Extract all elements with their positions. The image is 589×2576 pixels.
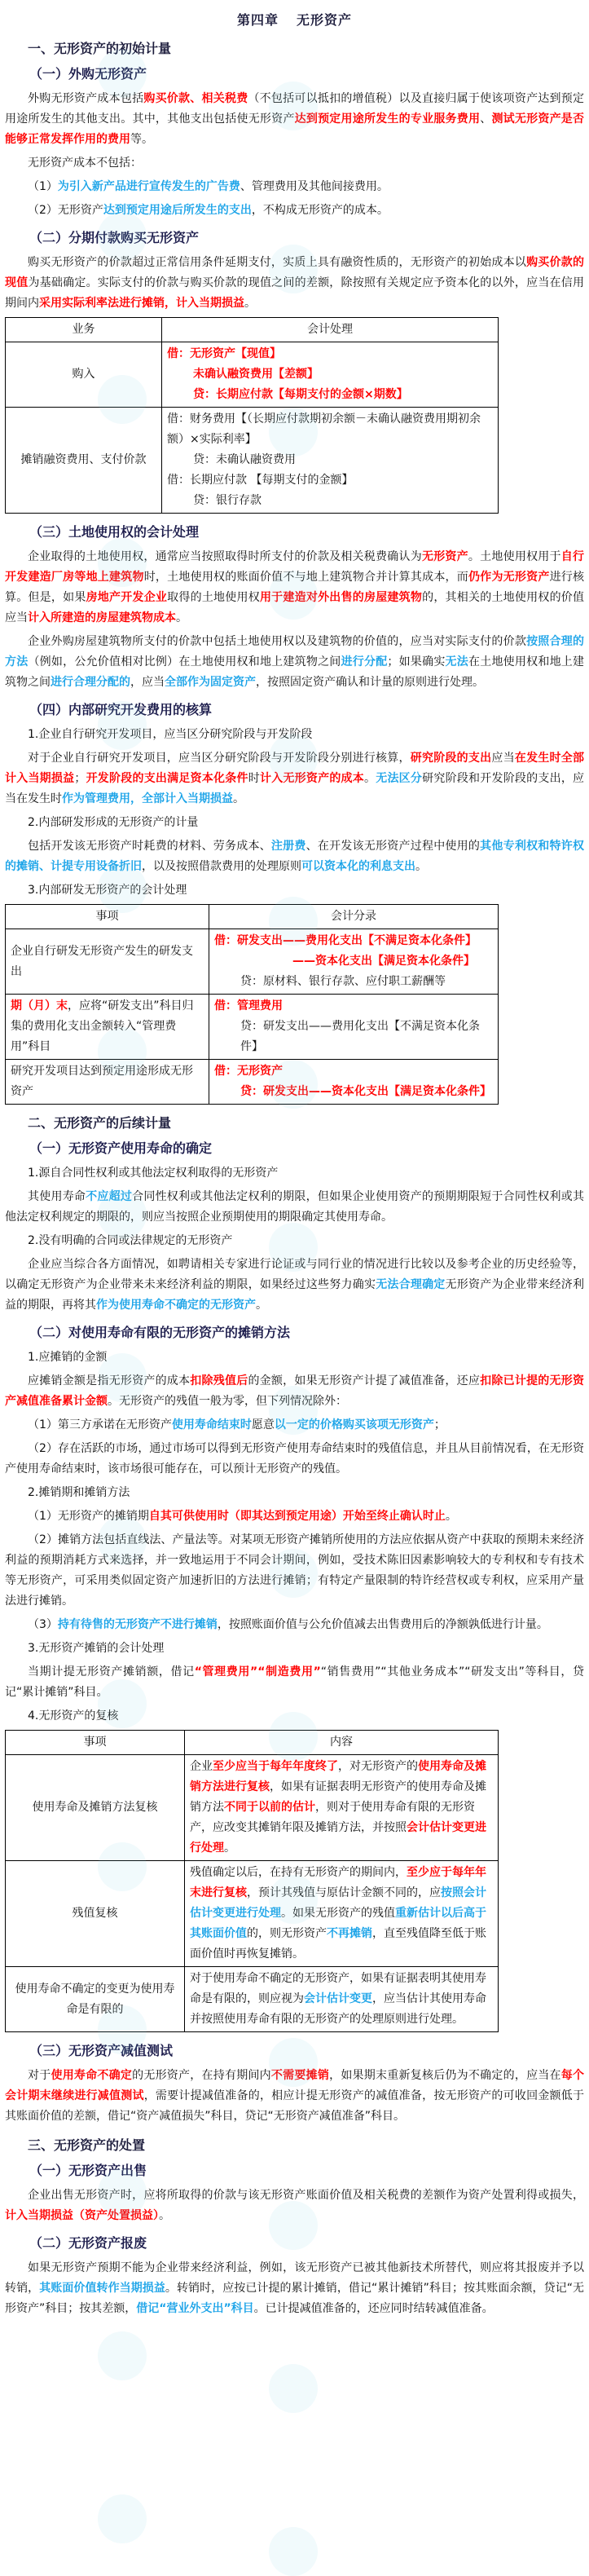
watermark-logo-icon: [269, 2364, 318, 2413]
text-run: （2）存在活跃的市场，通过市场可以得到无形资产使用寿命结束时的残值信息，并且从目前情况看，在无形资产使用寿命结束时，该市场很可能存在，可以预计无形资产的残值。: [5, 1442, 584, 1475]
text-run: 贷：原材料、银行存款、应付职工薪酬等: [240, 975, 446, 988]
highlight-red: 计入所建造的房屋建筑物成本: [28, 611, 176, 624]
text-run: 购买无形资产的价款超过正常信用条件延期支付，实质上具有融资性质的，无形资产的初始成本以: [28, 256, 527, 269]
text-run: 的无形资产，在持有期间内: [132, 2069, 271, 2082]
highlight-red: 借：无形资产: [214, 1065, 283, 1078]
highlight-red: 贷：研发支出——资本化支出【满足资本化条件】: [240, 1085, 491, 1098]
paragraph: [5, 1371, 584, 1412]
text-run: 研究开发项目达到预定用途形成无形资产: [11, 1065, 193, 1098]
journal-line: [190, 1969, 493, 2030]
text-run: 贷：银行存款: [193, 494, 262, 507]
row-label: [6, 929, 209, 995]
highlight-red: 测试无形资产是否能够正常发挥作用的费用: [5, 112, 585, 146]
table-row: [6, 1861, 499, 1967]
watermark-logo-icon: [98, 2331, 147, 2380]
highlight-red: 计入无形资产的成本: [259, 772, 364, 785]
journal-line: [190, 1757, 493, 1859]
highlight-red: 在发生时全部计入当期损益: [5, 752, 585, 785]
text-run: 2.摊销期和摊销方法: [28, 1486, 130, 1499]
journal-line: [167, 364, 493, 385]
text-run: 合同性权利或其他法定权利的期限，但如果企业使用资产的预期期限短于合同性权利或其他法定权利规定的期限的，则应当按照企业预期使用的期限确定其使用寿命。: [5, 1190, 585, 1224]
text-run: 当期计提无形资产摊销额，借记: [28, 1665, 195, 1678]
text-run: 3.内部研发无形资产的会计处理: [28, 884, 187, 897]
section-heading: 二、无形资产的后续计量: [28, 1115, 172, 1131]
paragraph: [5, 153, 584, 174]
section-heading: 一、无形资产的初始计量: [28, 41, 172, 56]
journal-line: [167, 409, 493, 450]
paragraph: [5, 1255, 584, 1316]
paragraph: [5, 1163, 584, 1184]
highlight-red: 扣除残值后: [190, 1374, 248, 1387]
journal-line: [167, 450, 493, 470]
column-header: 业务: [6, 318, 162, 342]
text-run: ，应当估计其使用寿命并按照使用寿命有限的无形资产的处理原则进行处理。: [190, 1992, 486, 2026]
text-run: ；: [74, 772, 86, 785]
row-label: [6, 1861, 185, 1967]
column-header: 会计处理: [162, 318, 499, 342]
table-header-row: [6, 1731, 499, 1755]
text-run: （2）无形资产: [28, 204, 103, 217]
text-run: 。土地使用权用于: [468, 550, 561, 563]
text-run: ，应当: [130, 676, 165, 689]
text-run: （2）摊销方法包括直线法、产量法等。对某项无形资产摊销所使用的方法应依据从资产中获取的预期未来经济利益的预期消耗方式来选择，并一致地运用于不同会计期间，例如，受技术陈旧因素影响较大的专利权和专有技术等无形资产，可采用类似固定资产加速折旧的方法进行摊销；有特定产量限制的特许经营权或专利权，应采用产量法进行摊销。: [5, 1533, 584, 1608]
text-run: 为基础确定。实际支付的价款与购买价款的现值之间的差额，除按照有关规定应予资本化的以外，应当在信用期间内: [5, 276, 585, 310]
row-content: [162, 342, 499, 408]
text-run: 外购无形资产成本包括: [28, 92, 144, 105]
watermark-logo-icon: [98, 2494, 147, 2543]
highlight-blue: 达到预定用途后所发生的支出: [103, 204, 252, 217]
highlight-blue: 持有待售的无形资产不进行摊销: [57, 1618, 218, 1631]
column-header: 会计分录: [209, 905, 499, 929]
text-run: 购入: [72, 368, 95, 381]
text-run: 应当: [491, 752, 515, 765]
highlight-blue: 作为使用寿命不确定的无形资产: [96, 1299, 256, 1312]
journal-line: [167, 385, 493, 405]
text-run: 企业: [190, 1760, 213, 1773]
paragraph: [5, 253, 584, 314]
paragraph: [5, 1506, 584, 1527]
highlight-blue: 借记“营业外支出”科目: [136, 2302, 254, 2315]
column-header: 事项: [6, 1731, 185, 1755]
column-header: 内容: [185, 1731, 499, 1755]
highlight-red: 至少应于每年年末进行复核: [190, 1866, 486, 1899]
highlight-red: 贷：长期应付款【每期支付的金额×期数】: [193, 388, 408, 401]
row-label: [6, 1967, 185, 2032]
journal-line: [214, 1061, 493, 1082]
highlight-red: 借：管理费用: [214, 999, 283, 1012]
highlight-blue: 使用寿命结束时: [171, 1418, 252, 1431]
paragraph: [5, 1706, 584, 1727]
text-run: 1.企业自行研究开发项目，应当区分研究阶段与开发阶段: [28, 728, 313, 741]
paragraph: [5, 1231, 584, 1251]
text-run: 贷：未确认融资费用: [193, 453, 296, 466]
paragraph: [5, 813, 584, 833]
highlight-blue: 进行合理分配的: [51, 676, 130, 689]
highlight-red: 期（月）末: [11, 999, 68, 1012]
text-run: 。: [415, 860, 427, 873]
text-run: ，则对于使用寿命有限的无形资产，应改变其摊销年限及摊销方法，并按照: [190, 1801, 475, 1834]
subsection-heading: （三）无形资产减值测试: [29, 2043, 174, 2058]
text-run: 1.应摊销的金额: [28, 1351, 108, 1364]
text-run: 使用寿命不确定的变更为使用寿命是有限的: [15, 1982, 175, 2016]
text-run: 对于: [28, 2069, 51, 2082]
highlight-blue: 进行分配: [341, 655, 388, 668]
paragraph: [5, 725, 584, 745]
chapter-number: 第四章: [236, 12, 279, 28]
highlight-red: 用于建造对外出售的房屋建筑物: [259, 591, 423, 604]
text-run: 时: [248, 772, 260, 785]
text-run: 使用寿命及摊销方法复核: [32, 1801, 158, 1814]
table-review: [5, 1730, 499, 2032]
journal-line: [214, 972, 493, 992]
table-installment: [5, 317, 499, 514]
highlight-red: 每个会计期末继续进行减值测试: [5, 2069, 585, 2102]
column-header: 事项: [6, 905, 209, 929]
subsection-heading: （二）无形资产报废: [29, 2235, 147, 2251]
table-rnd: [5, 904, 499, 1105]
chapter-title: [5, 10, 584, 29]
subsection-heading: （三）土地使用权的会计处理: [29, 524, 200, 540]
text-run: （3）: [28, 1618, 58, 1631]
text-run: 2.没有明确的合同或法律规定的无形资产: [28, 1234, 233, 1247]
text-run: 摊销融资费用、支付价款: [20, 453, 147, 466]
text-run: 贷：研发支出——费用化支出【不满足资本化条件】: [240, 1020, 480, 1053]
text-run: 其使用寿命: [28, 1190, 86, 1203]
text-run: 。: [244, 297, 256, 310]
highlight-red: 购买价款、相关税费: [143, 92, 248, 105]
highlight-blue: 会计估计变更: [304, 1992, 372, 2005]
text-run: ，预计其残值与原估计金额不同的，应: [247, 1886, 441, 1899]
text-run: ，需要计提减值准备的，相应计提无形资产的减值准备，按无形资产的可收回金额低于其账面价值的差额，借记“资产减值损失”科目，贷记“无形资产减值准备”科目。: [5, 2089, 585, 2123]
text-run: 、管理费用及其他间接费用。: [240, 180, 389, 193]
text-run: 。: [233, 792, 244, 805]
text-run: ，直至残值降至低于账面价值时再恢复摊销。: [190, 1927, 486, 1961]
paragraph: [5, 1348, 584, 1368]
text-run: 企业自行研发无形资产发生的研发支出: [11, 944, 193, 978]
row-content: [185, 1755, 499, 1861]
paragraph: [5, 1615, 584, 1635]
paragraph: [5, 1530, 584, 1612]
highlight-red: 无形资产: [421, 550, 468, 563]
journal-line: [167, 491, 493, 511]
highlight-blue: 无法合理确定: [376, 1278, 446, 1291]
subsection-heading: （四）内部研究开发费用的核算: [29, 702, 213, 717]
text-run: 企业外购房屋建筑物所支付的价款中包括土地使用权以及建筑物的价值的，应当对实际支付的价款: [28, 635, 527, 648]
text-run: 。: [256, 1299, 267, 1312]
text-run: （不包括可以抵扣的增值税）以及直接归属于使该项资产达到预定用途所发生的其他支出。其中，其他支出包括使无形资产: [5, 92, 585, 126]
table-row: [6, 995, 499, 1060]
text-run: 企业出售无形资产时，应将所取得的价款与该无形资产账面价值及相关税费的差额作为资产处置利得或损失，: [28, 2189, 584, 2202]
highlight-blue: 以一定的价格购买该项无形资产: [274, 1418, 434, 1431]
subsection-heading: （二）分期付款购买无形资产: [29, 230, 200, 245]
highlight-red: 购买价款的现值: [5, 256, 584, 289]
row-label: [6, 342, 162, 408]
text-run: （1）: [28, 180, 58, 193]
highlight-red: 借：无形资产【现值】: [167, 347, 281, 360]
section-heading: 三、无形资产的处置: [28, 2137, 146, 2153]
text-run: “销售费用”“其他业务成本”“研发支出”等科目，贷记“累计摊销”科目。: [5, 1665, 585, 1699]
table-row: [6, 408, 499, 514]
text-run: （1）第三方承诺在无形资产: [28, 1418, 172, 1431]
text-run: 。如果无形资产的残值: [281, 1907, 395, 1920]
paragraph: [5, 1415, 584, 1436]
text-run: 包括开发该无形资产时耗费的材料、劳务成本、: [28, 840, 271, 853]
highlight-blue: 其他专利权和特许权的摊销、计提专用设备折旧: [5, 840, 585, 873]
paragraph: [5, 1662, 584, 1703]
journal-line: [214, 996, 493, 1017]
paragraph: [5, 748, 584, 809]
text-run: 进行核算。但是，如果: [5, 571, 585, 604]
text-run: 的金额，如果无形资产计提了减值准备，还应: [248, 1374, 481, 1387]
row-content: [209, 929, 499, 995]
text-run: ；如果确实: [387, 655, 446, 668]
highlight-blue: 按照合理的方法: [5, 635, 584, 668]
text-run: ，对无形资产的: [338, 1760, 418, 1773]
paragraph: [5, 177, 584, 197]
highlight-blue: 为引入新产品进行宣传发生的广告费: [57, 180, 240, 193]
text-run: 1.源自合同性权利或其他法定权利取得的无形资产: [28, 1167, 279, 1180]
text-run: 的，其相关的土地使用权的价值应当: [5, 591, 585, 624]
text-run: 3.无形资产摊销的会计处理: [28, 1642, 165, 1655]
table-row: [6, 1060, 499, 1105]
row-content: [209, 1060, 499, 1105]
row-label: [6, 408, 162, 514]
text-run: 。无形资产的残值一般为零，但下列情况除外：: [108, 1395, 347, 1408]
highlight-blue: 作为管理费用，全部计入当期损益: [62, 792, 233, 805]
highlight-blue: 按照会计估计变更进行处理: [190, 1886, 486, 1920]
text-run: 2.内部研发形成的无形资产的计量: [28, 816, 199, 829]
text-run: 。转销时，应按已计提的累计摊销，借记“累计摊销”科目；按其账面余额，贷记“无形资产”科目；按其差额，: [5, 2282, 585, 2315]
subsection-heading: （一）无形资产使用寿命的确定: [29, 1140, 213, 1156]
text-run: 4.无形资产的复核: [28, 1709, 119, 1722]
paragraph: [5, 2186, 584, 2226]
text-run: 无形资产成本不包括：: [28, 157, 142, 170]
journal-line: [214, 951, 493, 972]
highlight-red: 仍作为无形资产: [468, 571, 550, 584]
paragraph: [5, 2066, 584, 2127]
text-run: 时，土地使用权的账面价值不与地上建筑物合并计算其成本，而: [143, 571, 468, 584]
text-run: 借：财务费用【（长期应付款期初余额－未确认融资费用期初余额）×实际利率】: [167, 412, 481, 446]
row-label: [6, 1060, 209, 1105]
text-run: ，不构成无形资产的成本。: [251, 204, 389, 217]
subsection-heading: （一）无形资产出售: [29, 2163, 147, 2178]
highlight-blue: 重新估计以后高于其账面价值: [190, 1907, 486, 1940]
text-run: 的，则无形资产: [247, 1927, 327, 1940]
text-run: 在土地使用权和地上建筑物之间: [5, 655, 585, 689]
table-header-row: [6, 905, 499, 929]
highlight-red: 扣除已计提的无形资产减值准备累计金额: [5, 1374, 585, 1408]
table-row: [6, 929, 499, 995]
highlight-red: 房地产开发企业: [86, 591, 168, 604]
paragraph: [5, 1187, 584, 1228]
text-run: （1）无形资产的摊销期: [28, 1510, 149, 1523]
watermark-logo-icon: [269, 2527, 318, 2576]
paragraph: [5, 2258, 584, 2319]
highlight-blue: 注册费: [270, 840, 306, 853]
row-label: [6, 995, 209, 1060]
highlight-red: 自其可供使用时（即其达到预定用途）开始至终止确认时止: [148, 1510, 446, 1523]
highlight-red: 至少应当于每年年度终了: [213, 1760, 338, 1773]
text-run: 企业应当综合各方面情况，如聘请相关专家进行论证或与同行业的情况进行比较以及参考企业的历史经验等，以确定无形资产为企业带来未来经济利益的期限，如果经过这些努力确实: [5, 1258, 584, 1291]
text-run: 残值确定以后，在持有无形资产的期间内，: [190, 1866, 407, 1879]
row-label: [6, 1755, 185, 1861]
paragraph: [5, 1439, 584, 1480]
highlight-blue: 可以资本化的利息支出: [301, 860, 415, 873]
text-run: 取得的土地使用权: [167, 591, 260, 604]
subsection-heading: （二）对使用寿命有限的无形资产的摊销方法: [29, 1325, 291, 1340]
journal-line: [214, 1017, 493, 1057]
highlight-blue: 无法: [445, 655, 468, 668]
paragraph: [5, 880, 584, 901]
text-run: ，以及按照借款费用的处理原则: [142, 860, 301, 873]
text-run: 残值复核: [72, 1907, 118, 1920]
paragraph: [5, 836, 584, 877]
text-run: 无形资产为企业带来经济利益的期限，再将其: [5, 1278, 585, 1312]
subsection-heading: （一）外购无形资产: [29, 66, 147, 82]
highlight-blue: 无法区分: [376, 772, 423, 785]
highlight-red: 使用寿命不确定: [51, 2069, 133, 2082]
highlight-red: 不需要摊销: [270, 2069, 330, 2082]
text-run: ，如果期末重新复核后仍为不确定的，应当在: [329, 2069, 561, 2082]
journal-line: [167, 470, 493, 491]
text-run: 对于企业自行研究开发项目，应当区分研究阶段与开发阶段分别进行核算，: [28, 752, 411, 765]
text-run: 。: [445, 1510, 457, 1523]
text-run: （例如，公允价值相对比例）在土地使用权和地上建筑物之间: [28, 655, 341, 668]
journal-line: [214, 1082, 493, 1102]
journal-line: [214, 931, 493, 951]
table-row: [6, 1967, 499, 2032]
paragraph: [5, 89, 584, 150]
table-row: [6, 1755, 499, 1861]
paragraph: [5, 1639, 584, 1659]
journal-line: [190, 1863, 493, 1965]
text-run: ；: [433, 1418, 446, 1431]
text-run: 。已计提减值准备的，还应同时结转减值准备。: [253, 2302, 494, 2315]
row-content: [185, 1861, 499, 1967]
text-run: ，如果有证据表明无形资产的使用寿命及摊销方法: [190, 1780, 486, 1814]
text-run: 。: [364, 772, 376, 785]
highlight-red: 达到预定用途所发生的专业服务费用: [294, 112, 481, 126]
journal-line: [167, 344, 493, 364]
highlight-blue: 不再摊销: [327, 1927, 372, 1940]
highlight-red: 会计估计变更进行处理: [190, 1821, 486, 1855]
paragraph: [5, 547, 584, 629]
row-content: [162, 408, 499, 514]
highlight-red: 未确认融资费用【差额】: [193, 368, 319, 381]
highlight-blue: 不应超过: [86, 1190, 133, 1203]
highlight-red: 采用实际利率法进行摊销，计入当期损益: [39, 297, 244, 310]
text-run: 。: [176, 611, 187, 624]
highlight-blue: 其账面价值转作当期损益: [39, 2282, 165, 2295]
paragraph: [5, 201, 584, 221]
highlight-red: 借：研发支出——费用化支出【不满足资本化条件】: [214, 934, 477, 947]
text-run: 借：长期应付款 【每期支付的金额】: [167, 474, 354, 487]
paragraph: [5, 1483, 584, 1503]
paragraph: [5, 632, 584, 693]
highlight-red: 使用寿命及摊销方法进行复核: [190, 1760, 486, 1793]
text-run: 等。: [130, 133, 153, 146]
highlight-red: “管理费用”“制造费用”: [194, 1665, 321, 1678]
text-run: 愿意: [251, 1418, 275, 1431]
chapter-name: 无形资产: [297, 12, 353, 28]
text-run: 。: [159, 2209, 170, 2222]
row-content: [209, 995, 499, 1060]
row-content: [185, 1967, 499, 2032]
text-run: 企业取得的土地使用权，通常应当按照取得时所支付的价款及相关税费确认为: [28, 550, 422, 563]
text-run: 如果无形资产预期不能为企业带来经济利益，例如，该无形资产已被其他新技术所替代，则应将其报废并予以转销，: [5, 2261, 584, 2295]
text-run: 对于使用寿命不确定的无形资产，如果有证据表明其使用寿命是有限的，则应视为: [190, 1972, 486, 2005]
text-run: 、在开发该无形资产过程中使用的: [305, 840, 481, 853]
highlight-red: 不同于以前的估计: [224, 1801, 315, 1814]
text-run: 、: [480, 112, 492, 126]
text-run: 。: [224, 1842, 235, 1855]
text-run: ，按照账面价值与公允价值减去出售费用后的净额孰低进行计量。: [217, 1618, 548, 1631]
table-header-row: [6, 318, 499, 342]
text-run: ，按照固定资产确认和计量的原则进行处理。: [256, 676, 484, 689]
text-run: ，应将“研发支出”科目归集的费用化支出金额转入“管理费用”科目: [11, 999, 194, 1053]
highlight-red: 计入当期损益（资产处置损益）: [5, 2209, 159, 2222]
highlight-blue: 全部作为固定资产: [165, 676, 256, 689]
highlight-red: 自行开发建造厂房等地上建筑物: [5, 550, 585, 584]
highlight-red: 开发阶段的支出满足资本化条件: [86, 772, 248, 785]
document-body: [5, 38, 584, 2319]
highlight-red: 研究阶段的支出: [410, 752, 492, 765]
text-run: 应摊销金额是指无形资产的成本: [28, 1374, 191, 1387]
highlight-red: ——资本化支出【满足资本化条件】: [292, 955, 475, 968]
table-row: [6, 342, 499, 408]
text-run: 研究阶段和开发阶段的支出，应当在发生时: [5, 772, 585, 805]
